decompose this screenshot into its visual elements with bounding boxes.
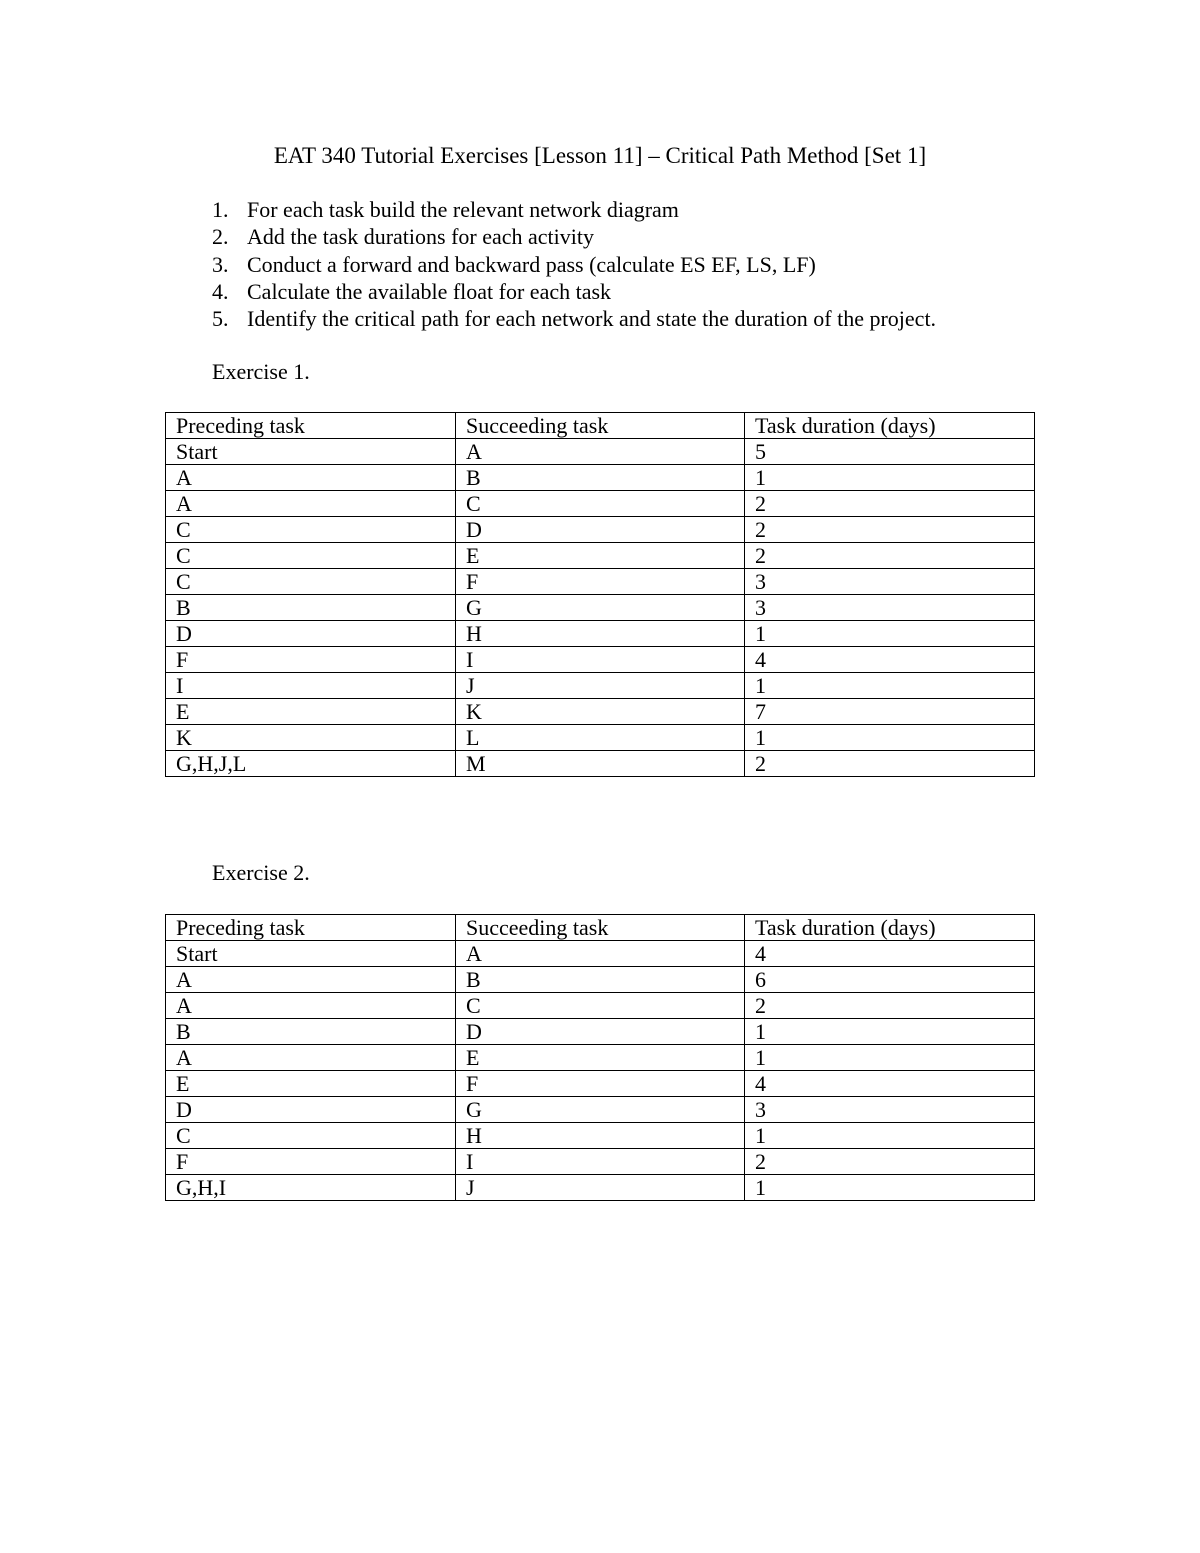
table-row bbox=[166, 517, 1035, 543]
instruction-number: 2. bbox=[212, 224, 229, 250]
succeeding-task-cell: C bbox=[456, 993, 745, 1019]
preceding-task-cell: A bbox=[166, 491, 456, 517]
succeeding-task-cell: B bbox=[456, 465, 745, 491]
task-duration-cell: 7 bbox=[745, 699, 1035, 725]
task-duration-cell: 1 bbox=[745, 621, 1035, 647]
task-duration-cell: 1 bbox=[745, 1045, 1035, 1071]
task-duration-cell: 4 bbox=[745, 941, 1035, 967]
column-header: Succeeding task bbox=[456, 413, 745, 439]
task-duration-cell: 2 bbox=[745, 993, 1035, 1019]
table-row bbox=[166, 1071, 1035, 1097]
instruction-text: For each task build the relevant network diagram bbox=[247, 197, 679, 222]
preceding-task-cell: B bbox=[166, 1019, 456, 1045]
task-duration-cell: 2 bbox=[745, 517, 1035, 543]
task-duration-cell: 2 bbox=[745, 543, 1035, 569]
task-duration-cell: 4 bbox=[745, 1071, 1035, 1097]
table-row bbox=[166, 491, 1035, 517]
succeeding-task-cell: I bbox=[456, 1149, 745, 1175]
succeeding-task-cell: H bbox=[456, 1123, 745, 1149]
table-row bbox=[166, 621, 1035, 647]
succeeding-task-cell: E bbox=[456, 543, 745, 569]
column-header: Task duration (days) bbox=[745, 413, 1035, 439]
succeeding-task-cell: F bbox=[456, 1071, 745, 1097]
table-row bbox=[166, 699, 1035, 725]
table-row bbox=[166, 543, 1035, 569]
table-row bbox=[166, 967, 1035, 993]
instruction-item bbox=[212, 278, 936, 305]
preceding-task-cell: C bbox=[166, 1123, 456, 1149]
task-duration-cell: 1 bbox=[745, 673, 1035, 699]
task-duration-cell: 2 bbox=[745, 751, 1035, 777]
table-row bbox=[166, 725, 1035, 751]
task-duration-cell: 3 bbox=[745, 595, 1035, 621]
succeeding-task-cell: I bbox=[456, 647, 745, 673]
task-duration-cell: 2 bbox=[745, 1149, 1035, 1175]
table-row bbox=[166, 751, 1035, 777]
instruction-text: Identify the critical path for each network and state the duration of the project. bbox=[247, 306, 937, 331]
task-duration-cell: 6 bbox=[745, 967, 1035, 993]
table-row bbox=[166, 1045, 1035, 1071]
table-row bbox=[166, 941, 1035, 967]
succeeding-task-cell: J bbox=[456, 1175, 745, 1201]
exercise-1-table bbox=[165, 412, 1035, 777]
table-row bbox=[166, 673, 1035, 699]
preceding-task-cell: F bbox=[166, 1149, 456, 1175]
table-row bbox=[166, 569, 1035, 595]
preceding-task-cell: K bbox=[166, 725, 456, 751]
task-duration-cell: 2 bbox=[745, 491, 1035, 517]
instruction-text: Conduct a forward and backward pass (calculate ES EF, LS, LF) bbox=[247, 251, 816, 277]
task-duration-cell: 1 bbox=[745, 1123, 1035, 1149]
succeeding-task-cell: A bbox=[456, 439, 745, 465]
instruction-item bbox=[212, 196, 936, 223]
preceding-task-cell: A bbox=[166, 993, 456, 1019]
exercise-2-heading: Exercise 2. bbox=[212, 860, 310, 885]
column-header: Preceding task bbox=[166, 413, 456, 439]
preceding-task-cell: Start bbox=[166, 439, 456, 465]
table-row bbox=[166, 1097, 1035, 1123]
table-row bbox=[166, 993, 1035, 1019]
succeeding-task-cell: H bbox=[456, 621, 745, 647]
preceding-task-cell: F bbox=[166, 647, 456, 673]
succeeding-task-cell: J bbox=[456, 673, 745, 699]
task-duration-cell: 1 bbox=[745, 1175, 1035, 1201]
column-header: Preceding task bbox=[166, 915, 456, 941]
preceding-task-cell: D bbox=[166, 1097, 456, 1123]
succeeding-task-cell: M bbox=[456, 751, 745, 777]
exercise-1-heading: Exercise 1. bbox=[212, 359, 310, 384]
instruction-item bbox=[212, 305, 936, 332]
succeeding-task-cell: C bbox=[456, 491, 745, 517]
preceding-task-cell: E bbox=[166, 1071, 456, 1097]
task-duration-cell: 4 bbox=[745, 647, 1035, 673]
column-header: Task duration (days) bbox=[745, 915, 1035, 941]
task-duration-cell: 5 bbox=[745, 439, 1035, 465]
preceding-task-cell: Start bbox=[166, 941, 456, 967]
table-row bbox=[166, 1149, 1035, 1175]
task-duration-cell: 3 bbox=[745, 1097, 1035, 1123]
preceding-task-cell: B bbox=[166, 595, 456, 621]
instruction-number: 5. bbox=[212, 306, 229, 331]
preceding-task-cell: A bbox=[166, 465, 456, 491]
preceding-task-cell: A bbox=[166, 1045, 456, 1071]
task-duration-cell: 1 bbox=[745, 725, 1035, 751]
preceding-task-cell: C bbox=[166, 517, 456, 543]
table-row bbox=[166, 1019, 1035, 1045]
succeeding-task-cell: G bbox=[456, 595, 745, 621]
succeeding-task-cell: F bbox=[456, 569, 745, 595]
preceding-task-cell: D bbox=[166, 621, 456, 647]
table-row bbox=[166, 595, 1035, 621]
instruction-list bbox=[212, 196, 936, 332]
preceding-task-cell: G,H,I bbox=[166, 1175, 456, 1201]
preceding-task-cell: C bbox=[166, 569, 456, 595]
instruction-text: Calculate the available float for each task bbox=[247, 278, 612, 304]
preceding-task-cell: E bbox=[166, 699, 456, 725]
table-row bbox=[166, 1175, 1035, 1201]
succeeding-task-cell: B bbox=[456, 967, 745, 993]
table-header-row bbox=[166, 915, 1035, 941]
succeeding-task-cell: D bbox=[456, 1019, 745, 1045]
preceding-task-cell: G,H,J,L bbox=[166, 751, 456, 777]
succeeding-task-cell: G bbox=[456, 1097, 745, 1123]
instruction-number: 4. bbox=[212, 278, 229, 304]
task-duration-cell: 3 bbox=[745, 569, 1035, 595]
column-header: Succeeding task bbox=[456, 915, 745, 941]
task-duration-cell: 1 bbox=[745, 465, 1035, 491]
task-duration-cell: 1 bbox=[745, 1019, 1035, 1045]
document-title: EAT 340 Tutorial Exercises [Lesson 11] – Critical Path Method [Set 1] bbox=[273, 143, 927, 168]
instruction-item bbox=[212, 251, 936, 278]
table-row bbox=[166, 647, 1035, 673]
succeeding-task-cell: A bbox=[456, 941, 745, 967]
succeeding-task-cell: L bbox=[456, 725, 745, 751]
succeeding-task-cell: E bbox=[456, 1045, 745, 1071]
exercise-2-table bbox=[165, 914, 1035, 1201]
instruction-number: 3. bbox=[212, 251, 229, 277]
preceding-task-cell: A bbox=[166, 967, 456, 993]
succeeding-task-cell: D bbox=[456, 517, 745, 543]
succeeding-task-cell: K bbox=[456, 699, 745, 725]
instruction-number: 1. bbox=[212, 197, 229, 222]
preceding-task-cell: I bbox=[166, 673, 456, 699]
table-row bbox=[166, 1123, 1035, 1149]
table-row bbox=[166, 465, 1035, 491]
table-row bbox=[166, 439, 1035, 465]
preceding-task-cell: C bbox=[166, 543, 456, 569]
instruction-text: Add the task durations for each activity bbox=[247, 224, 595, 250]
table-header-row bbox=[166, 413, 1035, 439]
instruction-item bbox=[212, 223, 936, 250]
